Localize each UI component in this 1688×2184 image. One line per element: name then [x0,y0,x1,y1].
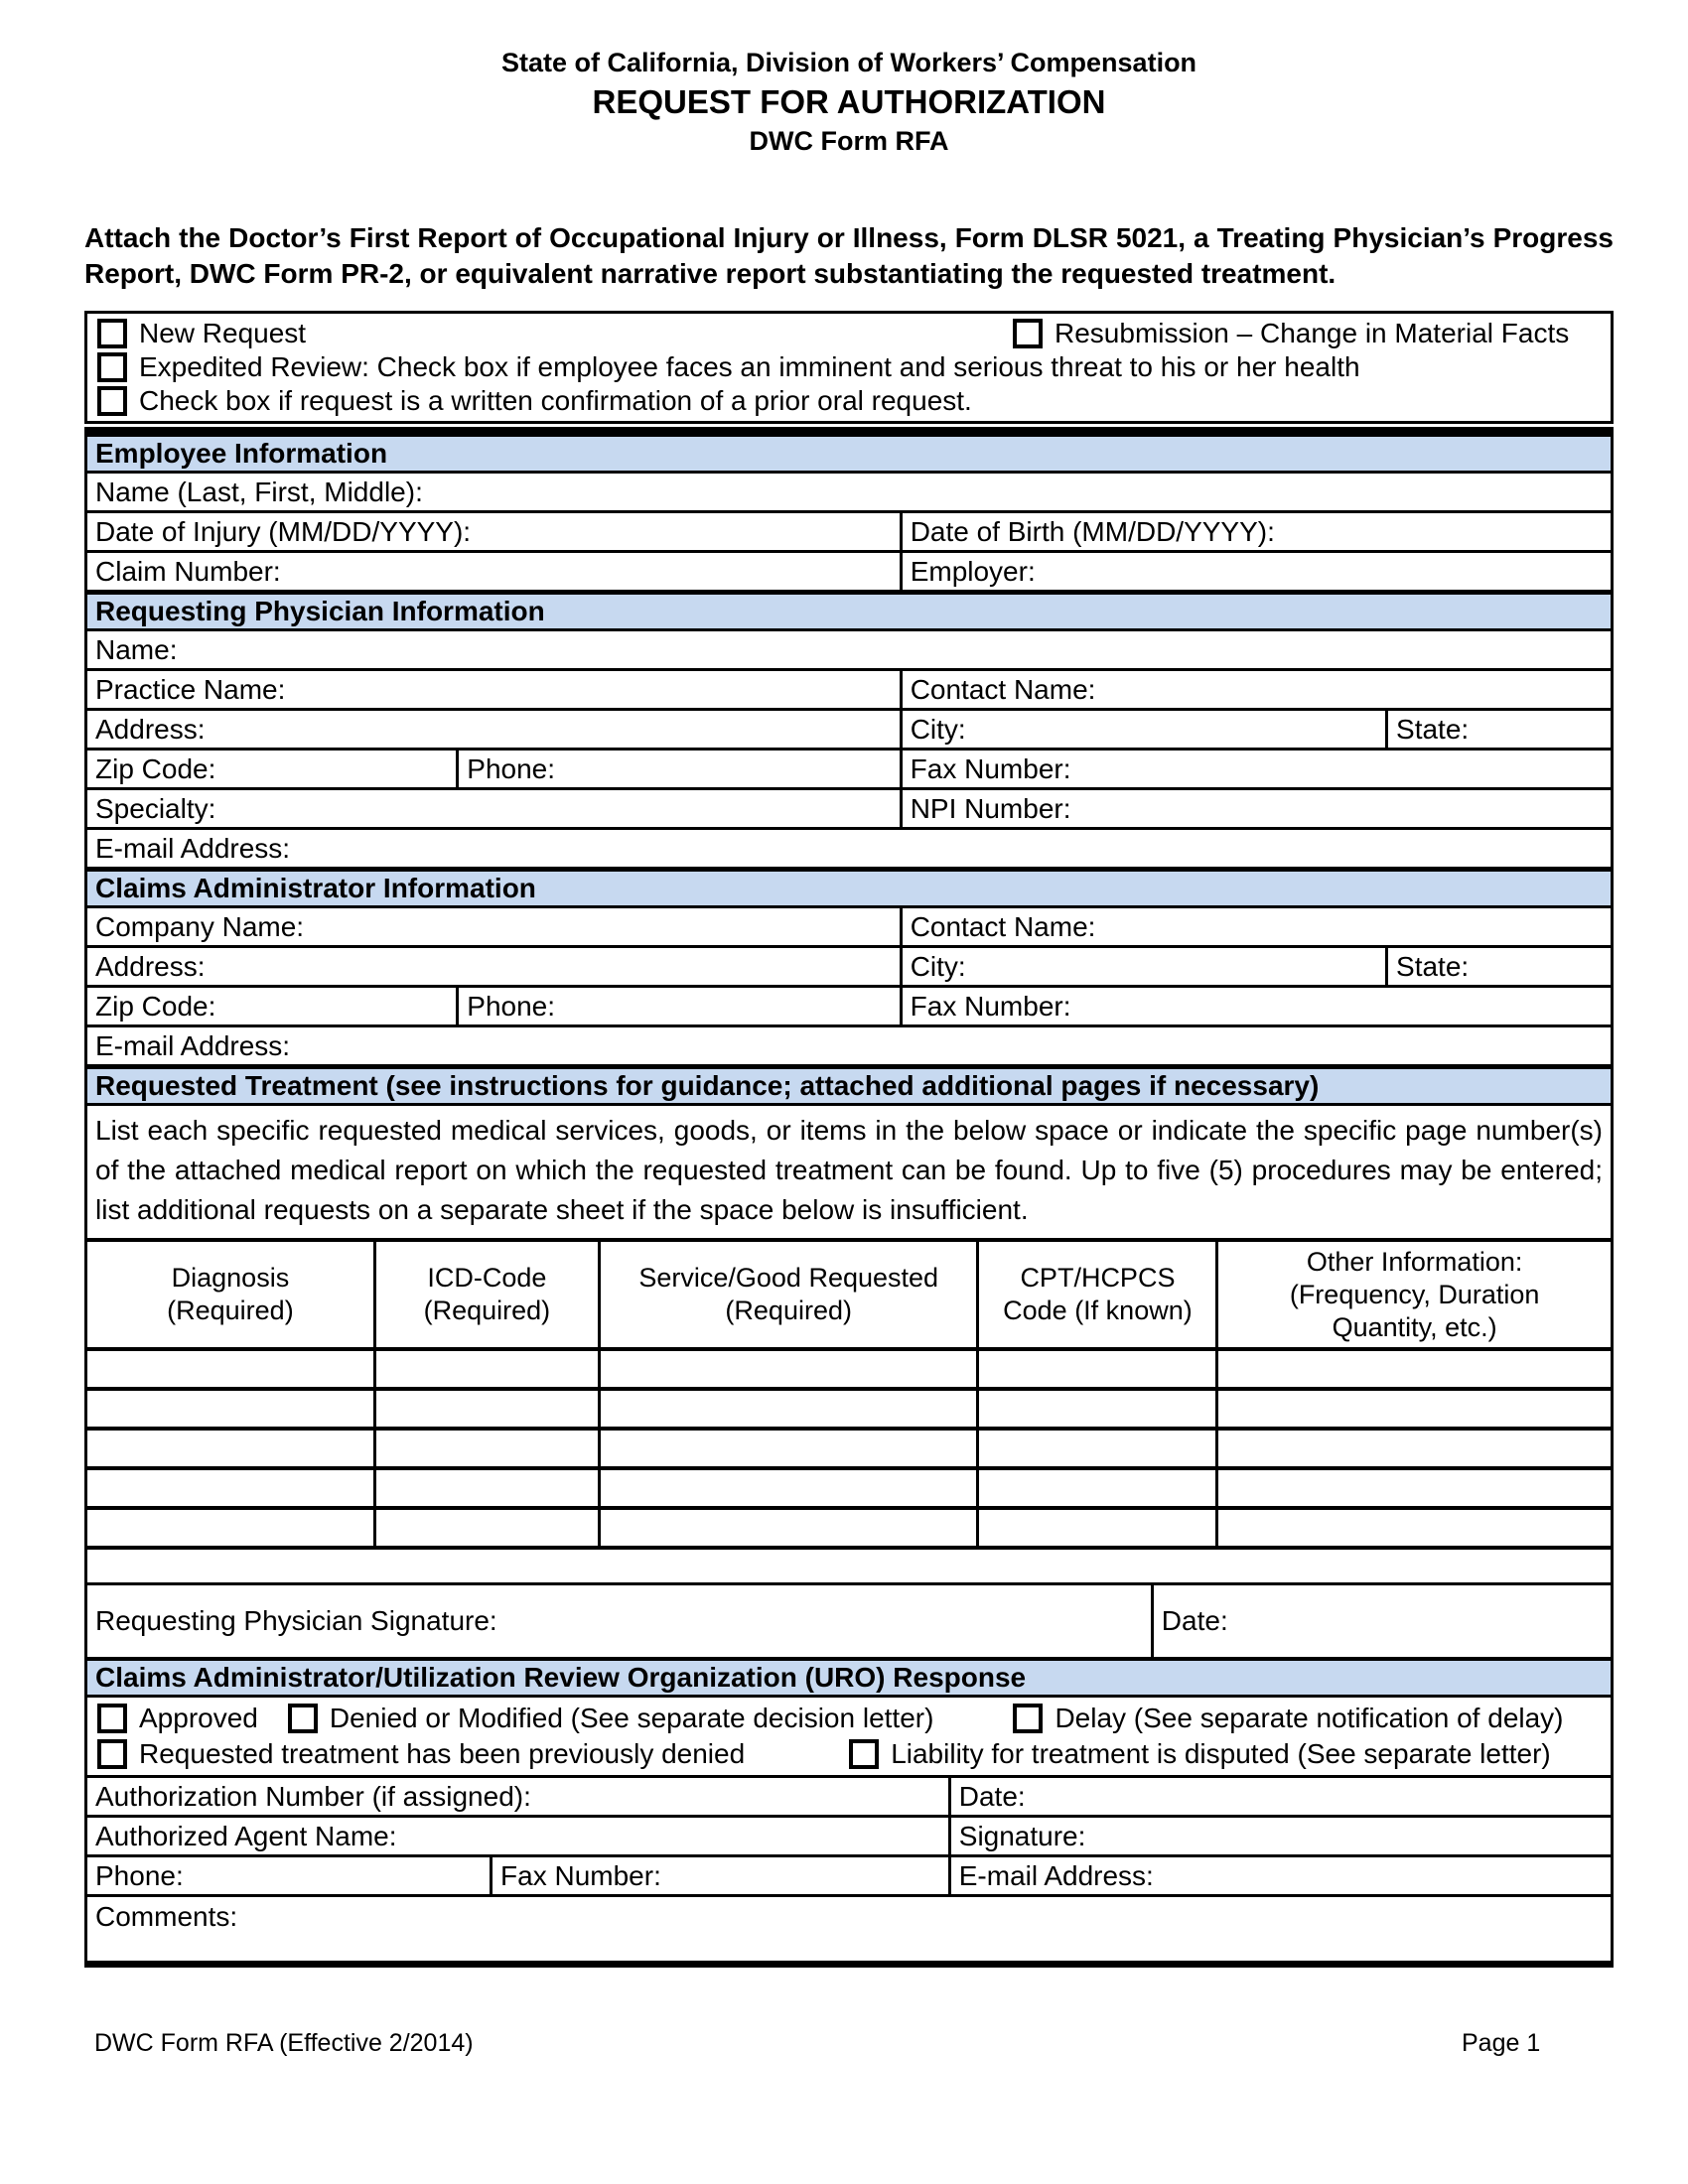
field-label: State: [1396,950,1470,982]
request-type-line-2 [87,350,1611,384]
new-request-checkbox[interactable] [97,319,127,348]
column-header-line: Quantity, etc.) [1332,1311,1497,1342]
treatment-instructions: List each specific requested medical services, goods, or items in the below space or indicate the specific page number(s) of the attached medical report on which the requested treatment can be found. Up to five (5) procedures may be entered; list additional requests on a separate sheet if the space below is insufficient. [87,1106,1611,1242]
resubmission-label: Resubmission – Change in Material Facts [1055,318,1570,348]
table-row [87,1027,1611,1067]
table-row [87,908,1611,948]
table-row [87,1818,1611,1857]
field-label: E-mail Address: [95,1029,291,1061]
table-row [87,631,1611,671]
table-row [87,948,1611,988]
resubmission-checkbox[interactable] [1013,319,1043,348]
denied-modified-checkbox[interactable] [288,1704,318,1733]
field-label: Phone: [95,1859,184,1891]
field-uro-email[interactable] [951,1857,1611,1894]
treatment-cell[interactable] [376,1431,601,1466]
physician-section-header: Requesting Physician Information [87,593,1611,631]
treatment-cell[interactable] [601,1431,980,1466]
treatment-cell[interactable] [87,1431,376,1466]
uro-decision-box [87,1698,1611,1778]
treatment-cell[interactable] [1218,1431,1610,1466]
resubmission-group [1013,317,1569,350]
form-body [84,437,1614,1968]
field-label: Company Name: [95,910,305,942]
treatment-row [87,1470,1611,1510]
form-title-sub: DWC Form RFA [749,126,949,156]
table-row [87,671,1611,711]
field-label: Signature: [958,1820,1086,1851]
field-label: NPI Number: [910,792,1071,824]
column-header-line: Code (If known) [1003,1296,1193,1325]
treatment-section-header: Requested Treatment (see instructions for guidance; attached additional pages if necessary) [87,1067,1611,1106]
column-header-service-good [601,1242,980,1347]
field-label: Authorized Agent Name: [95,1820,397,1851]
field-uro-phone[interactable] [87,1857,492,1894]
expedited-review-checkbox[interactable] [97,352,127,382]
field-date-of-birth[interactable] [903,513,1611,550]
column-header-line: (Frequency, Duration [1289,1279,1540,1309]
treatment-cell[interactable] [601,1351,980,1387]
treatment-cell[interactable] [979,1351,1218,1387]
table-row [87,1897,1611,1961]
field-label: Comments: [95,1901,238,1932]
new-request-label: New Request [139,318,307,348]
field-authorization-number[interactable] [87,1778,951,1815]
table-row [87,553,1611,593]
field-admin-fax[interactable] [903,988,1611,1024]
field-date-of-injury[interactable] [87,513,903,550]
written-confirmation-label: Check box if request is a written confirmation of a prior oral request. [139,385,972,416]
treatment-cell[interactable] [1218,1470,1610,1506]
treatment-cell[interactable] [979,1470,1218,1506]
previously-denied-label: Requested treatment has been previously denied [139,1738,746,1769]
treatment-cell[interactable] [87,1391,376,1427]
treatment-cell[interactable] [1218,1391,1610,1427]
field-physician-state[interactable] [1388,711,1611,748]
signature-row [87,1585,1611,1661]
field-label: Employer: [910,555,1036,587]
treatment-cell[interactable] [601,1510,980,1546]
field-label: Name (Last, First, Middle): [95,476,423,507]
treatment-cell[interactable] [1218,1510,1610,1546]
employee-section-header: Employee Information [87,437,1611,474]
field-uro-signature[interactable] [951,1818,1611,1854]
uro-decision-line-1 [87,1701,1611,1736]
treatment-table-header [87,1242,1611,1351]
table-row [87,988,1611,1027]
field-label: Fax Number: [500,1859,661,1891]
field-label: Specialty: [95,792,216,824]
treatment-overflow-row[interactable] [87,1550,1611,1585]
uro-decision-line-2 [87,1736,1611,1772]
field-authorized-agent-name[interactable] [87,1818,951,1854]
denied-modified-label: Denied or Modified (See separate decision letter) [329,1703,934,1733]
table-row [87,751,1611,790]
table-row [87,711,1611,751]
column-header-line: Service/Good Requested [638,1263,939,1293]
delay-checkbox[interactable] [1013,1704,1043,1733]
treatment-cell[interactable] [979,1391,1218,1427]
field-label: Claim Number: [95,555,281,587]
treatment-cell[interactable] [376,1510,601,1546]
request-type-line-3 [87,384,1611,418]
treatment-cell[interactable] [979,1431,1218,1466]
table-row [87,1857,1611,1897]
field-physician-address[interactable] [87,711,903,748]
field-admin-state[interactable] [1388,948,1611,985]
field-physician-phone[interactable] [459,751,902,787]
treatment-cell[interactable] [601,1470,980,1506]
treatment-cell[interactable] [1218,1351,1610,1387]
field-label: Authorization Number (if assigned): [95,1780,531,1812]
column-header-line: Diagnosis [171,1263,290,1293]
field-specialty[interactable] [87,790,903,827]
column-header-line: (Required) [725,1296,852,1325]
field-admin-zip[interactable] [87,988,459,1024]
table-row [87,830,1611,870]
field-label: Requesting Physician Signature: [95,1605,497,1636]
table-row [87,1778,1611,1818]
field-label: Date of Injury (MM/DD/YYYY): [95,515,472,547]
field-label: Phone: [467,990,556,1022]
delay-label: Delay (See separate notification of delay) [1055,1703,1564,1733]
column-header-line: (Required) [167,1296,294,1325]
field-practice-name[interactable] [87,671,903,708]
previously-denied-checkbox[interactable] [97,1739,127,1769]
column-header-diagnosis [87,1242,376,1347]
field-label: Fax Number: [910,990,1071,1022]
column-header-line: (Required) [423,1296,551,1325]
field-label: Name: [95,633,178,665]
field-label: City: [910,950,966,982]
field-physician-zip[interactable] [87,751,459,787]
field-claim-number[interactable] [87,553,903,590]
field-label: Phone: [467,752,556,784]
treatment-cell[interactable] [979,1510,1218,1546]
request-type-line-1 [87,317,1611,350]
treatment-row [87,1391,1611,1431]
field-label: Address: [95,713,206,745]
column-header-cpt-hcpcs [979,1242,1218,1347]
table-row [87,790,1611,830]
table-row [87,474,1611,513]
field-npi-number[interactable] [903,790,1611,827]
treatment-cell[interactable] [601,1391,980,1427]
field-admin-contact-name[interactable] [903,908,1611,945]
request-type-box [84,311,1614,424]
field-employer[interactable] [903,553,1611,590]
form-header [84,48,1614,157]
field-label: Practice Name: [95,673,286,705]
section-divider-bar [84,427,1614,437]
field-label: Address: [95,950,206,982]
field-label: Date of Birth (MM/DD/YYYY): [910,515,1275,547]
uro-section-header: Claims Administrator/Utilization Review Organization (URO) Response [87,1661,1611,1698]
treatment-cell[interactable] [376,1351,601,1387]
treatment-cell[interactable] [87,1470,376,1506]
approved-label: Approved [139,1703,258,1733]
field-physician-fax[interactable] [903,751,1611,787]
field-admin-email[interactable] [87,1027,1611,1064]
treatment-row [87,1510,1611,1550]
field-uro-date[interactable] [951,1778,1611,1815]
field-physician-email[interactable] [87,830,1611,867]
form-title-agency: State of California, Division of Workers’ Compensation [500,48,1197,77]
liability-disputed-label: Liability for treatment is disputed (See separate letter) [891,1738,1551,1769]
treatment-row [87,1431,1611,1470]
treatment-cell[interactable] [87,1351,376,1387]
column-header-icd-code [376,1242,601,1347]
field-label: Date: [1161,1605,1228,1636]
field-label: State: [1396,713,1470,745]
field-label: Contact Name: [910,910,1096,942]
field-label: Date: [958,1780,1026,1812]
treatment-cell[interactable] [376,1470,601,1506]
page-footer [84,2029,1623,2058]
column-header-line: CPT/HCPCS [1020,1263,1176,1293]
field-employee-name[interactable] [87,474,1611,510]
field-physician-signature[interactable] [87,1585,1154,1657]
column-header-other-information [1218,1242,1610,1347]
field-label: Fax Number: [910,752,1071,784]
column-header-line: Other Information: [1306,1246,1523,1277]
attach-instruction: Attach the Doctor’s First Report of Occupational Injury or Illness, Form DLSR 5021, a Treating Physician’s Progress Report, DWC Form PR-2, or equivalent narrative report substantiating the requested treatment. [84,222,1614,289]
liability-disputed-checkbox[interactable] [849,1739,879,1769]
treatment-row [87,1351,1611,1391]
field-uro-fax[interactable] [492,1857,951,1894]
field-physician-city[interactable] [903,711,1388,748]
approved-checkbox[interactable] [97,1704,127,1733]
field-admin-address[interactable] [87,948,903,985]
form-version-text: DWC Form RFA (Effective 2/2014) [94,2029,474,2057]
written-confirmation-checkbox[interactable] [97,386,127,416]
field-physician-name[interactable] [87,631,1611,668]
field-label: E-mail Address: [95,832,291,864]
field-signature-date[interactable] [1154,1585,1611,1657]
field-label: Zip Code: [95,752,216,784]
field-admin-city[interactable] [903,948,1388,985]
expedited-review-label: Expedited Review: Check box if employee faces an imminent and serious threat to his or her health [139,351,1360,382]
treatment-cell[interactable] [87,1510,376,1546]
field-label: Zip Code: [95,990,216,1022]
claims-admin-section-header: Claims Administrator Information [87,870,1611,908]
treatment-cell[interactable] [376,1391,601,1427]
page-number: Page 1 [1462,2029,1541,2057]
field-label: City: [910,713,966,745]
field-comments[interactable] [87,1897,1611,1961]
form-title-main: REQUEST FOR AUTHORIZATION [592,83,1106,120]
column-header-line: ICD-Code [427,1263,547,1293]
field-label: Contact Name: [910,673,1096,705]
field-physician-contact-name[interactable] [903,671,1611,708]
table-row [87,513,1611,553]
field-admin-phone[interactable] [459,988,902,1024]
field-label: E-mail Address: [958,1859,1154,1891]
field-company-name[interactable] [87,908,903,945]
